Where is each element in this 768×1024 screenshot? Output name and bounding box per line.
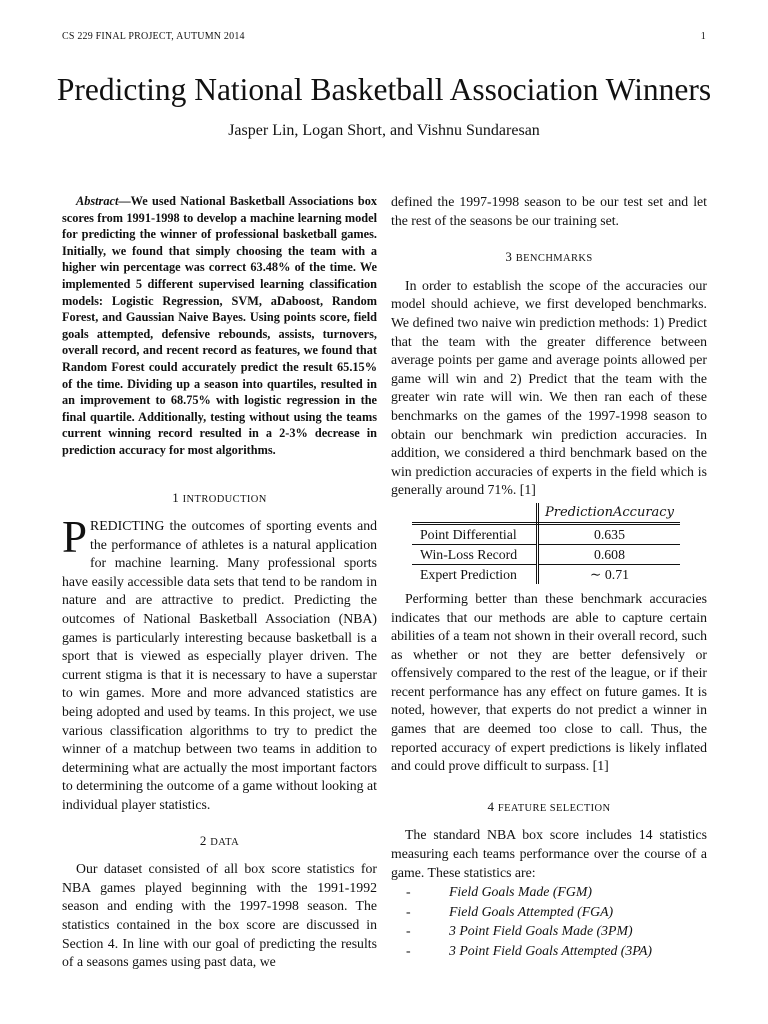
section-number: 3 [505, 249, 513, 265]
running-header-course: CS 229 FINAL PROJECT, AUTUMN 2014 [62, 31, 245, 42]
list-item-text: Field Goals Made (FGM) [449, 884, 592, 900]
feature-selection-paragraph: The standard NBA box score includes 14 statistics measuring each teams performance over the course of a game. These statistics are: [391, 827, 707, 880]
table-header-empty [412, 503, 538, 524]
table-row [412, 544, 680, 564]
section-title: FEATURE SELECTION [497, 802, 611, 814]
list-bullet: - [406, 923, 411, 939]
list-bullet: - [406, 942, 411, 958]
table-row [412, 523, 680, 544]
running-header [62, 31, 706, 45]
list-item [391, 882, 707, 902]
section-heading-data [62, 832, 377, 853]
section-heading-benchmarks [391, 248, 707, 269]
section-title: INTRODUCTION [182, 493, 267, 505]
data-paragraph: Our dataset consisted of all box score statistics for NBA games played beginning with the 1991-1992 season and ending with the 1997-1998 season. The statistics contained in the box score are discussed in Section 4. In line with our goal of predicting the results of a seasons games using past data, we [62, 861, 377, 970]
data-paragraph-continued: defined the 1997-1998 season to be our test set and let the rest of the seasons be our training set. [391, 194, 707, 228]
list-item [391, 941, 707, 961]
benchmarks-paragraph-1: In order to establish the scope of the accuracies our model should achieve, we first developed benchmarks. We defined two naive win prediction methods: 1) Predict that the team with the greater difference between average points per game and average points allowed per game will win and 2) Predict that the team with the greater win rate will win. We then ran each of these benchmarks on the games of the 1997-1998 season to obtain our benchmark win prediction accuracies. In addition, we considered a third benchmark based on the win prediction accuracies of experts in the field which is generally around 71%. [1] [391, 277, 707, 498]
drop-cap: P [62, 512, 88, 563]
list-bullet: - [406, 884, 411, 900]
list-item-text: Field Goals Attempted (FGA) [449, 903, 614, 919]
table-row-label: Win-Loss Record [412, 544, 538, 564]
list-item [391, 921, 707, 941]
list-item-text: 3 Point Field Goals Attempted (3PA) [449, 942, 652, 958]
list-item [391, 902, 707, 922]
benchmarks-paragraph-2: Performing better than these benchmark accuracies indicates that our methods are able to capture certain abilities of a team not shown in their overall record, such as whether or not they are better defensively or offensively compared to the rest of the league, or if their recent performance has any effect on future games. It is noted, however, that experts do not predict a winner in games that are deemed too close to call. Thus, the reported accuracy of expert predictions is likely inflated and could prove difficult to surpass. [1] [391, 590, 707, 774]
section-heading-feature-selection [391, 798, 707, 819]
benchmark-table [412, 503, 680, 584]
list-bullet: - [406, 903, 411, 919]
section-number: 2 [199, 832, 207, 848]
abstract-lead: Abstract [76, 194, 119, 208]
table-row [412, 564, 680, 584]
author-list: Jasper Lin, Logan Short, and Vishnu Sundaresan [228, 122, 540, 139]
page-number: 1 [700, 31, 706, 42]
right-column [391, 193, 707, 960]
table-row-value: ∼ 0.71 [589, 566, 630, 582]
list-item-text: 3 Point Field Goals Made (3PM) [449, 923, 633, 939]
table-row-value: 0.608 [538, 544, 680, 564]
table-header-prediction-accuracy: PredictionAccuracy [538, 503, 680, 524]
paper-title: Predicting National Basketball Association Winners [56, 72, 712, 107]
table-row-label: Expert Prediction [412, 564, 538, 584]
section-title: BENCHMARKS [515, 253, 593, 265]
table-header-row [412, 503, 680, 524]
table-row-value: 0.635 [538, 523, 680, 544]
intro-first-word: REDICTING [90, 518, 165, 534]
section-title: DATA [210, 836, 240, 848]
intro-text: the outcomes of sporting events and the performance of athletes is a natural application for machine learning. Many professional sports have easily accessible data sets that tend to be random in nature and are attractive to predict. Predicting the outcomes of National Basketball Association (NBA) games is particularly interesting because basketball is a sport that is viewed as especially player driven. The current stigma is that it is necessary to have a superstar to win games. More and more advanced statistics are being adopted and used by teams. In this project, we use various classification algorithms to try to predict the winner of a matchup between two teams in addition to determining what are actually the most important factors to determining the outcome of a game without looking at individual player statistics. [62, 518, 377, 812]
section-number: 4 [487, 798, 495, 814]
section-heading-introduction [62, 489, 377, 510]
abstract-text: —We used National Basketball Associations box scores from 1991-1998 to develop a machine learning model for predicting the winner of professional basketball games. Initially, we found that simply choosing the team with a higher win percentage was correct 63.48% of the time. We implemented 5 different supervised learning classification models: Logistic Regression, SVM, aDaboost, Random Forest, and Gaussian Naive Bayes. Using points score, field goals attempted, defensive rebounds, assists, turnovers, overall record, and recent record as features, we found that Random Forest could accurately predict the result 65.15% of the time. Dividing up a season into quartiles, resulted in an improvement to 68.75% with logistic regression in the final quartile. Additionally, testing without using the teams current winning record resulted in a 2-3% decrease in prediction accuracy for most algorithms. [62, 194, 377, 457]
table-row-label: Point Differential [412, 523, 538, 544]
abstract [62, 193, 377, 459]
section-number: 1 [172, 489, 180, 505]
feature-list [391, 882, 707, 960]
introduction-paragraph [62, 512, 377, 815]
left-column [62, 193, 377, 972]
